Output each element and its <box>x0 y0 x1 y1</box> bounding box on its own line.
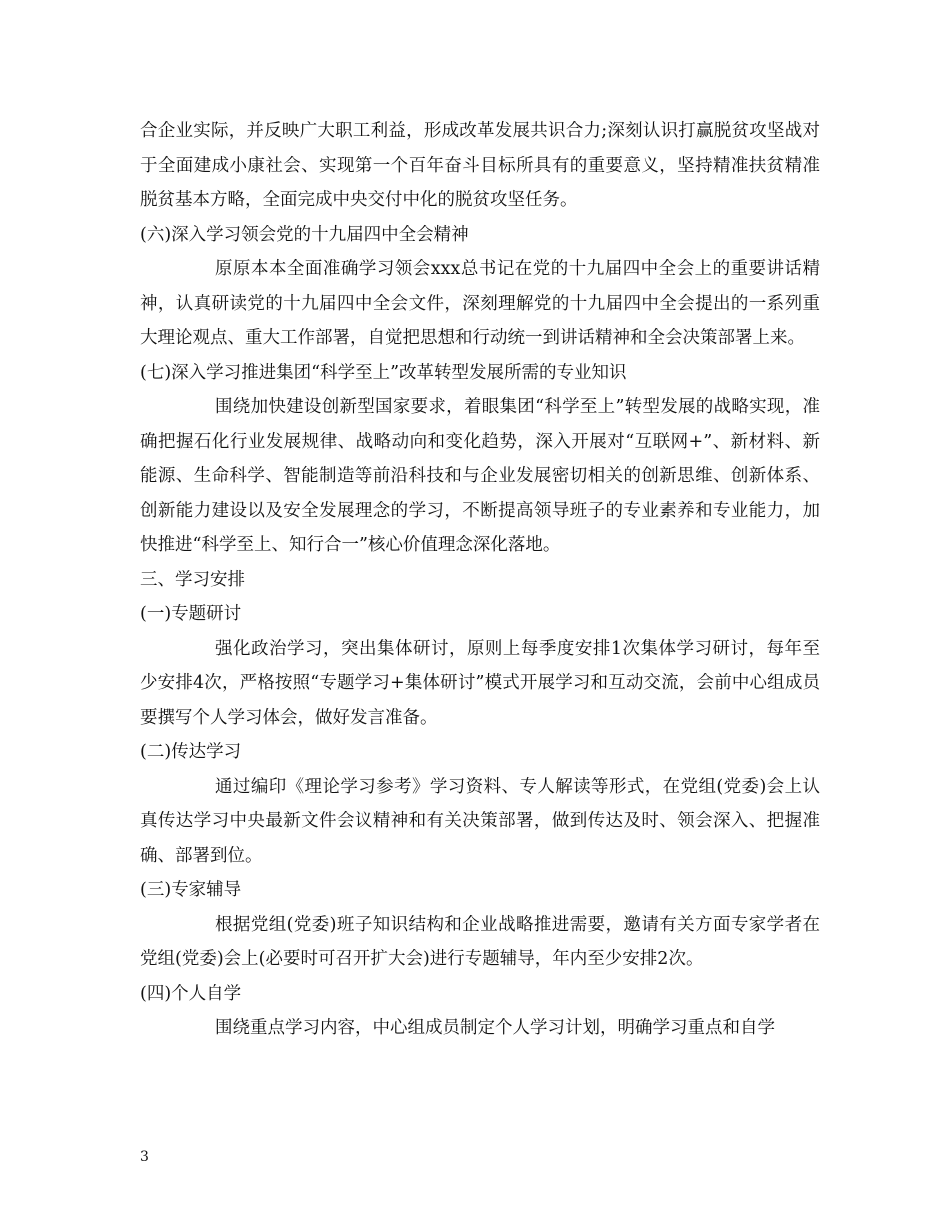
paragraph-section-2: 通过编印《理论学习参考》学习资料、专人解读等形式，在党组(党委)会上认真传达学习中央最新文件会议精神和有关决策部署，做到传达及时、领会深入、把握准确、部署到位。 <box>140 776 820 866</box>
section-heading-1: (一)专题研讨 <box>140 604 242 624</box>
section-heading-6: (六)深入学习领会党的十九届四中全会精神 <box>140 224 469 245</box>
page-number: 3 <box>140 1149 149 1165</box>
chapter-heading-study-arrangement: 三、学习安排 <box>140 569 245 590</box>
paragraph-section-3: 根据党组(党委)班子知识结构和企业战略推进需要，邀请有关方面专家学者在党组(党委)会上(必要时可召开扩大会)进行专题辅导，年内至少安排2次。 <box>140 914 820 969</box>
paragraph-section-1: 强化政治学习，突出集体研讨，原则上每季度安排1次集体学习研讨，每年至少安排4次，严格按照“专题学习+集体研讨”模式开展学习和互动交流，会前中心组成员要撰写个人学习体会，做好发言准备。 <box>140 638 820 728</box>
document-body <box>140 114 820 1046</box>
section-heading-4: (四)个人自学 <box>140 983 242 1004</box>
paragraph-section-6: 原原本本全面准确学习领会xxx总书记在党的十九届四中全会上的重要讲话精神，认真研读党的十九届四中全会文件，深刻理解党的十九届四中全会提出的一系列重大理论观点、重大工作部署，自觉把思想和行动统一到讲话精神和全会决策部署上来。 <box>140 259 820 348</box>
section-heading-2: (二)传达学习 <box>140 742 242 762</box>
paragraph-section-4: 围绕重点学习内容，中心组成员制定个人学习计划，明确学习重点和自学 <box>215 1018 775 1038</box>
paragraph-continuation: 合企业实际，并反映广大职工利益，形成改革发展共识合力;深刻认识打赢脱贫攻坚战对于全面建成小康社会、实现第一个百年奋斗目标所具有的重要意义，坚持精准扶贫精准脱贫基本方略，全面完成中央交付中化的脱贫攻坚任务。 <box>140 121 820 210</box>
paragraph-section-7: 围绕加快建设创新型国家要求，着眼集团“科学至上”转型发展的战略实现，准确把握石化行业发展规律、战略动向和变化趋势，深入开展对“互联网+”、新材料、新能源、生命科学、智能制造等前沿科技和与企业发展密切相关的创新思维、创新体系、创新能力建设以及安全发展理念的学习，不断提高领导班子的专业素养和专业能力，加快推进“科学至上、知行合一”核心价值理念深化落地。 <box>140 397 820 555</box>
section-heading-3: (三)专家辅导 <box>140 880 242 900</box>
section-heading-7: (七)深入学习推进集团“科学至上”改革转型发展所需的专业知识 <box>140 362 627 383</box>
